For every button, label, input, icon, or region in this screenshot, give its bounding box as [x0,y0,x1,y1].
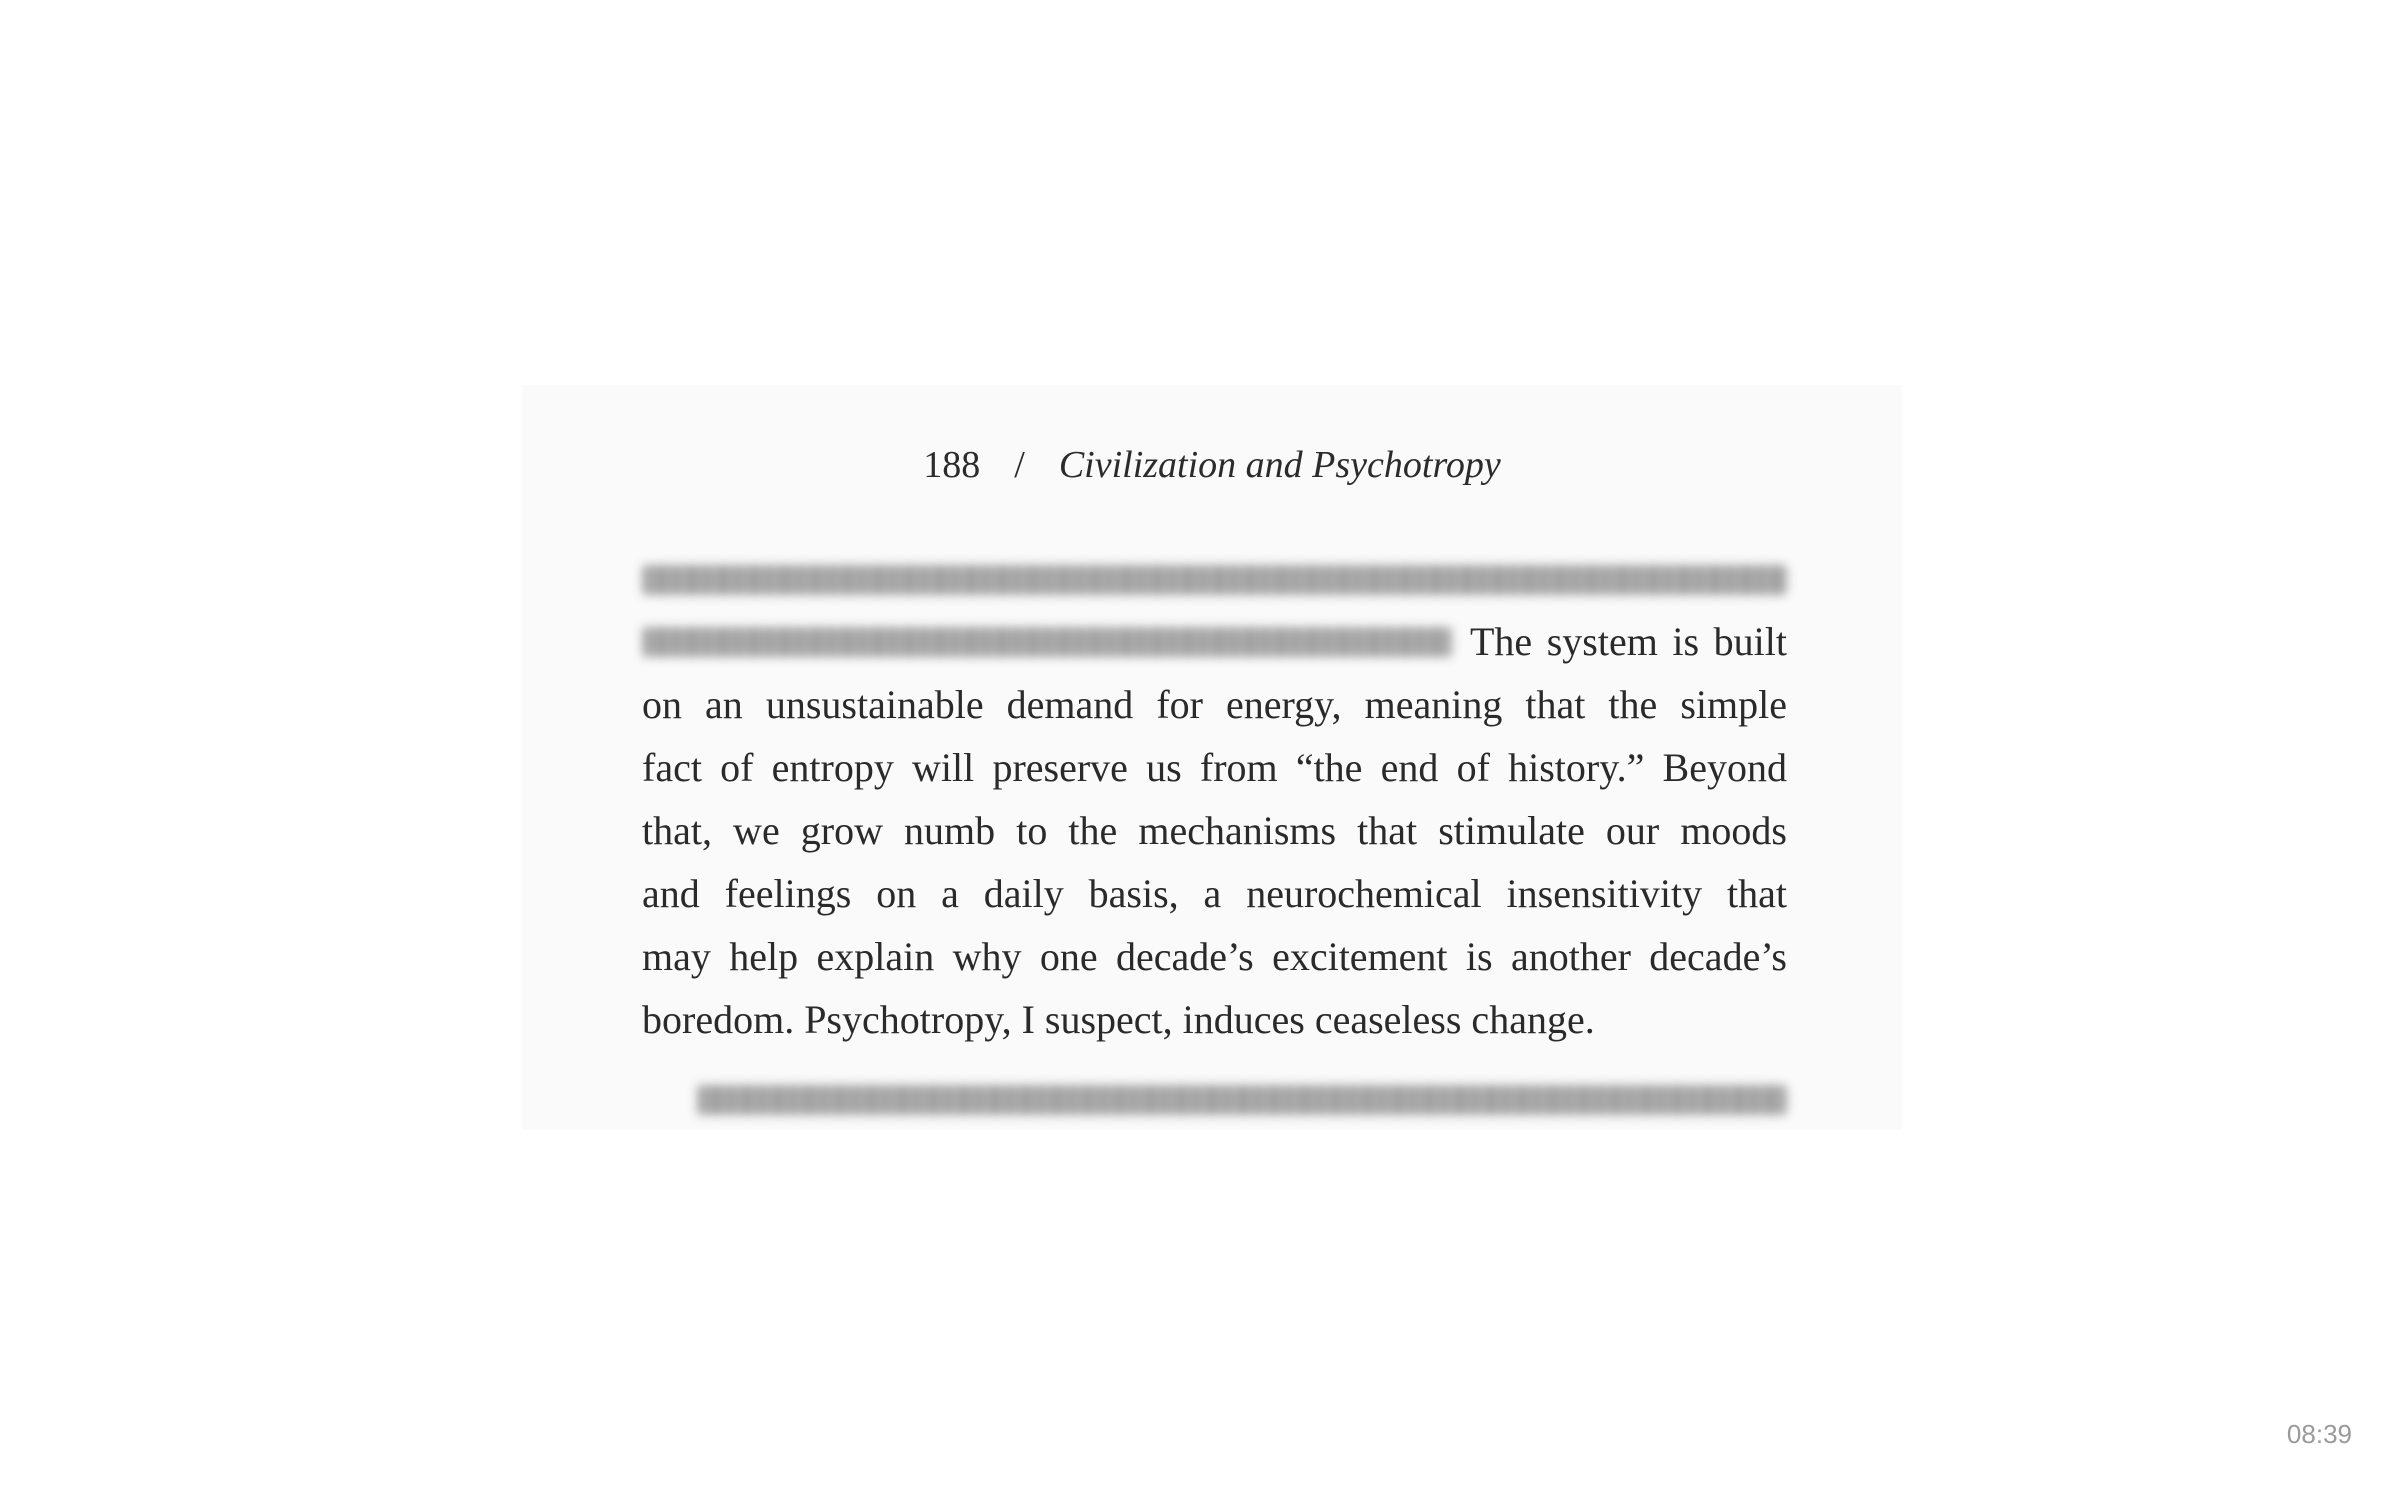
redacted-line [642,565,1787,595]
book-page-scan [522,385,1902,1130]
text-line: boredom. Psychotropy, I suspect, induces ceaseless change. [642,997,1595,1042]
book-title: Civilization and Psychotropy [1058,444,1501,486]
text-line: may help explain why one decade’s excitement is another decade’s [642,934,1787,979]
body-paragraph [642,610,1787,1051]
text-line: The system is built [1470,619,1787,664]
text-line: and feelings on a daily basis, a neurochemical insensitivity that [642,871,1787,916]
redacted-line [697,1085,1787,1115]
running-header [522,443,1902,487]
text-line: fact of entropy will preserve us from “the end of history.” Beyond [642,745,1787,790]
text-line: on an unsustainable demand for energy, meaning that the simple [642,682,1787,727]
text-line: that, we grow numb to the mechanisms that stimulate our moods [642,808,1787,853]
header-separator: / [1014,444,1025,486]
page-number: 188 [923,444,981,486]
clock-time: 08:39 [2286,1419,2352,1449]
